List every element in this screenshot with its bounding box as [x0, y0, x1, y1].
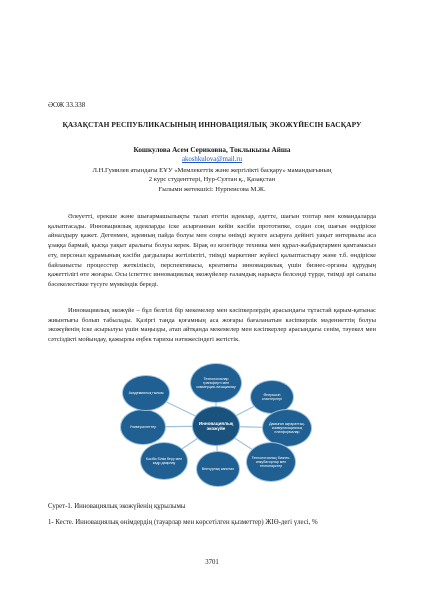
authors: Кошкулова Асем Сериковна, Токлыкызы Айша: [133, 146, 291, 154]
affiliation-line: Л.Н.Гумилев атындағы ЕҰУ «Мемлекеттік және жергілікті басқару» мамандығының: [92, 167, 332, 174]
diagram-node: Кәсіби білім беру мен кадр даярлау: [140, 442, 188, 480]
article-title: ҚАЗАҚСТАН РЕСПУБЛИКАСЫНЫҢ ИННОВАЦИЯЛЫҚ ЭКОЖҮЙЕСІН БАСҚАРУ: [62, 120, 362, 129]
body-paragraph: Әлеуетті, ерекше және шығармашылықты талап ететін идеялар, әдетте, шағын топтар мен командаларда қалыптасады. Инновациялық идеяларды іске асырғаннан кейін кәсіби прототипке, содан соң шағын өндіріске айналдыру қажет. Дегенмен, идеяның пайда болуы мен соңғы өнімді жүзеге асыруға дейінгі уақыт интервалы аса ұзаққа бармай, қысқа уақыт аралығы болуы керек. Бірақ өз кезегінде техника мен құрал-жабдықтармен қамтамасыз ету, персонал құрамының кәсіби дағдылары жетіліктігі, тиімді маркетинг жүйесі қалыптастыру және т.б. өндіріске байланысты процесстер жеткіліксіз, перспективасы, креативты инновациялық үшін бизнес-органы құрудың қажеттілігі өте жоғары. Осы іспеттес инновациялық экожүйелер ғаламдық нарықта белсенді түрде, тиімді әрі сапалы бәсекелестікке түсуге мүмкіндік береді.: [48, 213, 376, 288]
table-caption: 1- Кесте. Инновациялық өнімдердің (тауарлар мен көрсетілген қызметтер) ЖІӨ-дегі үлесі, %: [48, 519, 318, 526]
figure-caption: Сурет-1. Инновациялық экожүйенің құрылымы: [48, 503, 186, 510]
affiliation-line: 2 курс студенттері, Нур-Султан қ., Қазақстан: [148, 176, 276, 184]
diagram-node: Венчурлық капитал: [196, 451, 240, 487]
diagram-node: Технологиялар трансферті мен коммерция-лизациялау: [190, 363, 242, 403]
ecosystem-diagram: [108, 365, 324, 487]
diagram-node: Өнеркәсіп кластерлері: [250, 380, 294, 414]
body-paragraph: Инновациялық экожүйе – бұл белгілі бір мекемелер мен кәсіпкерлердің арасындағы тұтастай қарым-қатынас жиынтығы болып табылады. Қазіргі таңда қоғамның аса жоғары бағаланатын кәсіпкерлік мәдениеттің болуы экожүйенің іске асырылуы үшін маңызды, атап айтқанда мекемелер мен кәсіпкерлер арасындағы сенім, тәуекел мен сәтсіздікті мойындау, қажырлы еңбек тарихы нәтижесіндегі жетістік.: [48, 307, 376, 344]
author-email-link[interactable]: akoshkulova@mail.ru: [181, 156, 243, 163]
diagram-node: Университеттер: [120, 409, 166, 445]
diagram-node: Дамыған ақпараттық-коммуникациялық платформалар: [262, 409, 312, 447]
udc-code: ӘОЖ 33.338: [48, 101, 86, 109]
diagram-center-node: Инновациялық экожүйе: [192, 406, 240, 446]
supervisor-line: Ғылыми жетекшісі: Нурпеисова М.Ж.: [158, 185, 266, 193]
diagram-node: Академиялық ғылым: [122, 375, 170, 411]
diagram-node: Технологиялық бизнес-инкубаторлар мен технопарктер: [246, 442, 296, 482]
page-number: 3701: [205, 559, 219, 566]
affiliation-block: [48, 166, 376, 194]
